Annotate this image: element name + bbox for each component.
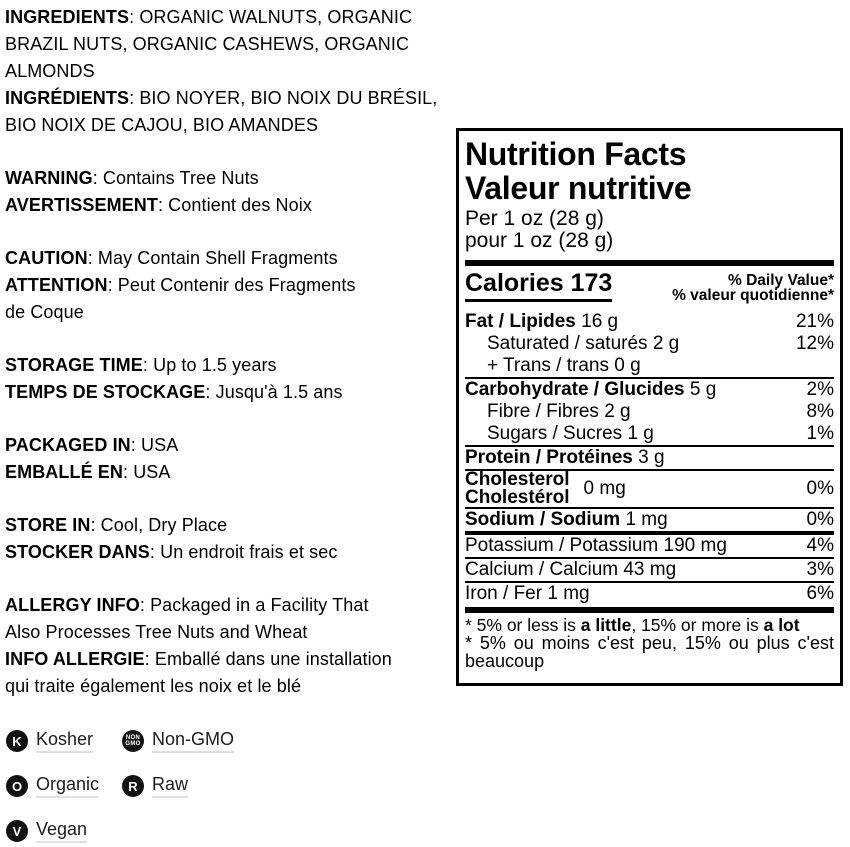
- label-text-line: [5, 539, 457, 566]
- bold-text-segment: STORAGE TIME: [5, 355, 143, 375]
- raw-icon: R: [122, 775, 144, 797]
- bold-text-segment: TEMPS DE STOCKAGE: [5, 382, 206, 402]
- badge-label-non-gmo[interactable]: Non-GMO: [152, 729, 234, 753]
- text-segment: : May Contain Shell Fragments: [87, 248, 338, 268]
- bold-text-segment: Carbohydrate / Glucides: [465, 379, 685, 400]
- text-segment: Sugars / Sucres 1 g: [487, 423, 654, 444]
- nutrient-row: [465, 379, 834, 401]
- label-text-line: [5, 512, 457, 539]
- bold-text-segment: INGRÉDIENTS: [5, 88, 130, 108]
- nutrient-row: [465, 559, 834, 581]
- text-segment: : Packaged in a Facility That: [139, 595, 369, 615]
- text-segment: , 15% or more is: [631, 615, 764, 635]
- badge-vegan: [6, 819, 122, 843]
- nutrient-row: [465, 423, 834, 445]
- nutrition-title-fr: Valeur nutritive: [465, 170, 692, 206]
- text-segment: BIO NOIX DE CAJOU, BIO AMANDES: [5, 115, 319, 135]
- nutrient-row-cholesterol: [465, 471, 834, 507]
- badge-non-gmo: [122, 729, 234, 753]
- bold-text-segment: Sodium / Sodium: [465, 509, 621, 530]
- text-segment: de Coque: [5, 302, 84, 322]
- text-block: [5, 592, 457, 700]
- label-text-column: [5, 4, 457, 726]
- bold-text-segment: WARNING: [5, 168, 93, 188]
- text-segment: : USA: [123, 462, 171, 482]
- nutrient-row: [465, 333, 834, 355]
- label-text-line: [5, 245, 457, 272]
- text-segment: Iron / Fer 1 mg: [465, 583, 590, 604]
- text-segment: * 5% ou moins c'est: [465, 633, 642, 653]
- text-block: [5, 432, 457, 486]
- kosher-icon: K: [6, 730, 28, 752]
- nutrient-name: [465, 379, 716, 401]
- text-segment: 3 g: [632, 447, 665, 468]
- calories-row: [465, 270, 834, 303]
- text-segment: ALMONDS: [5, 61, 95, 81]
- label-text-line: [5, 379, 457, 406]
- daily-value-percent: 4%: [806, 535, 834, 556]
- label-text-line: [5, 459, 457, 486]
- text-segment: BRAZIL NUTS, ORGANIC CASHEWS, ORGANIC: [5, 34, 410, 54]
- label-text-line: [5, 352, 457, 379]
- calories-value: Calories 173: [465, 270, 612, 302]
- daily-value-percent: 0%: [806, 478, 834, 499]
- text-segment: : Cool, Dry Place: [90, 515, 228, 535]
- daily-value-percent: 21%: [795, 311, 834, 332]
- label-text-line: [5, 272, 457, 299]
- badge-organic: [6, 774, 122, 798]
- label-text-line: [5, 58, 457, 85]
- serving-size-fr: pour 1 oz (28 g): [465, 229, 614, 252]
- vegan-icon: V: [6, 820, 28, 842]
- bold-text-segment: INFO ALLERGIE: [5, 649, 145, 669]
- daily-value-percent: 8%: [806, 401, 834, 422]
- nutrient-name: Cholesterol Cholestérol: [465, 469, 570, 508]
- text-segment: Potassium / Potassium 190 mg: [465, 535, 727, 556]
- text-segment: : Emballé dans une installation: [144, 649, 392, 669]
- nutrient-name: [465, 355, 641, 377]
- bold-text-segment: ALLERGY INFO: [5, 595, 140, 615]
- text-block: [5, 245, 457, 326]
- daily-value-percent: 3%: [806, 559, 834, 580]
- daily-value-header: % Daily Value* % valeur quotidienne*: [672, 272, 834, 304]
- text-segment: , 15% ou plus c'est: [671, 633, 834, 653]
- label-text-line: [5, 619, 457, 646]
- nutrition-title-en: Nutrition Facts: [465, 136, 687, 172]
- bold-text-segment: Protein / Protéines: [465, 447, 633, 468]
- badge-kosher: [6, 729, 122, 753]
- thick-divider: [465, 260, 834, 266]
- bold-text-segment: peu: [641, 633, 672, 653]
- text-segment: 5 g: [684, 379, 717, 400]
- text-segment: Also Processes Tree Nuts and Wheat: [5, 622, 308, 642]
- daily-value-percent: 6%: [806, 583, 834, 604]
- nutrient-name: [465, 447, 665, 469]
- serving-size-en: Per 1 oz (28 g): [465, 207, 604, 230]
- bold-text-segment: INGREDIENTS: [5, 7, 130, 27]
- bold-text-segment: STOCKER DANS: [5, 542, 150, 562]
- nutrient-row: [465, 583, 834, 605]
- label-text-line: [5, 432, 457, 459]
- text-segment: Fibre / Fibres 2 g: [487, 401, 631, 422]
- label-text-line: [5, 112, 457, 139]
- text-block: [5, 352, 457, 406]
- text-segment: : USA: [130, 435, 179, 455]
- badge-label-vegan[interactable]: Vegan: [36, 819, 87, 843]
- bold-text-segment: PACKAGED IN: [5, 435, 131, 455]
- text-segment: : ORGANIC WALNUTS, ORGANIC: [129, 7, 413, 27]
- bold-text-segment: AVERTISSEMENT: [5, 195, 158, 215]
- bold-text-segment: EMBALLÉ EN: [5, 462, 123, 482]
- nutrient-name: [465, 509, 668, 531]
- nutrient-name: [465, 583, 590, 605]
- text-segment: : Peut Contenir des Fragments: [107, 275, 356, 295]
- nutrient-name: [465, 333, 679, 355]
- nutrient-rows: [465, 311, 834, 605]
- nutrient-row: [465, 355, 834, 377]
- text-segment: + Trans / trans 0 g: [487, 355, 641, 376]
- text-segment: * 5% or less is: [465, 615, 581, 635]
- daily-value-percent: 12%: [795, 333, 834, 354]
- badge-label-kosher[interactable]: Kosher: [36, 729, 93, 753]
- label-text-line: [5, 592, 457, 619]
- badge-raw: [122, 774, 234, 798]
- text-segment: Saturated / saturés 2 g: [487, 333, 680, 354]
- nutrient-row: [465, 509, 834, 531]
- nutrient-row: [465, 447, 834, 469]
- bold-text-segment: Fat / Lipides: [465, 311, 576, 332]
- label-text-line: [5, 4, 457, 31]
- text-segment: : Up to 1.5 years: [142, 355, 277, 375]
- text-block: [5, 165, 457, 219]
- daily-value-percent: 2%: [806, 379, 834, 400]
- nutrition-facts-panel: [456, 128, 843, 686]
- nutrient-name: [465, 401, 631, 423]
- label-text-line: [5, 299, 457, 326]
- nutrient-name: [465, 535, 727, 557]
- nutrient-name: [465, 559, 676, 581]
- label-text-line: [5, 85, 457, 112]
- label-text-line: [5, 673, 457, 700]
- footnote-en: [465, 616, 834, 634]
- daily-value-percent: 0%: [806, 509, 834, 530]
- text-segment: : Un endroit frais et sec: [149, 542, 338, 562]
- bold-text-segment: ATTENTION: [5, 275, 108, 295]
- thick-divider-footnote: [465, 607, 834, 613]
- nutrient-row: [465, 535, 834, 557]
- label-text-line: [5, 192, 457, 219]
- organic-icon: O: [6, 775, 28, 797]
- text-segment: qui traite également les noix et le blé: [5, 676, 302, 696]
- label-text-line: [5, 31, 457, 58]
- bold-text-segment: a lot: [763, 615, 800, 635]
- nutrient-row: [465, 311, 834, 333]
- text-segment: 16 g: [575, 311, 619, 332]
- text-block: [5, 512, 457, 566]
- bold-text-segment: a little: [580, 615, 632, 635]
- text-segment: : Jusqu'à 1.5 ans: [205, 382, 343, 402]
- nutrient-name: [465, 423, 654, 445]
- text-segment: : BIO NOYER, BIO NOIX DU BRÉSIL,: [129, 88, 438, 108]
- non-gmo-icon: NON GMO: [122, 730, 144, 752]
- nutrient-amount: 0 mg: [583, 478, 626, 499]
- certification-badges: [6, 729, 234, 843]
- label-text-line: [5, 646, 457, 673]
- bold-text-segment: STORE IN: [5, 515, 91, 535]
- text-segment: : Contains Tree Nuts: [92, 168, 259, 188]
- daily-value-percent: 1%: [806, 423, 834, 444]
- badge-label-organic[interactable]: Organic: [36, 774, 99, 798]
- text-segment: 1 mg: [620, 509, 668, 530]
- nutrient-row: [465, 401, 834, 423]
- footnote-fr: [465, 634, 834, 670]
- text-segment: Calcium / Calcium 43 mg: [465, 559, 677, 580]
- bold-text-segment: CAUTION: [5, 248, 88, 268]
- text-block: [5, 4, 457, 139]
- nutrient-name: [465, 311, 618, 333]
- label-text-line: [5, 165, 457, 192]
- badge-label-raw[interactable]: Raw: [152, 774, 188, 798]
- text-segment: : Contient des Noix: [157, 195, 312, 215]
- bold-text-segment: beaucoup: [465, 651, 545, 671]
